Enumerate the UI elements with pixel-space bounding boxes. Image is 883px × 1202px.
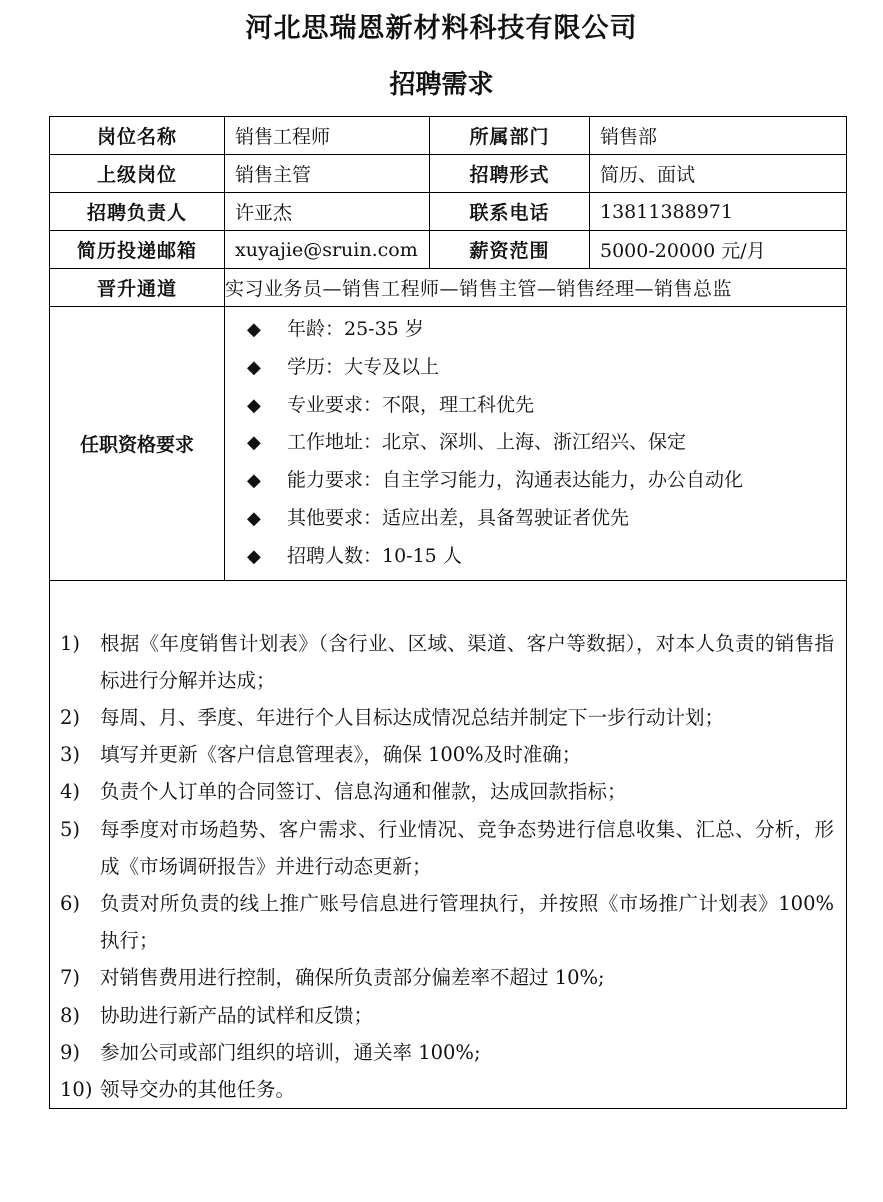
table-row <box>50 307 847 581</box>
duties-list <box>50 581 846 1109</box>
position-value: 销售工程师 <box>225 117 430 155</box>
duty-number: 8) <box>60 1003 81 1027</box>
diamond-bullet-icon: ◆ <box>247 394 261 416</box>
duty-text: 领导交办的其他任务。 <box>100 1078 296 1102</box>
list-item: ◆ 能力要求：自主学习能力，沟通表达能力，办公自动化 <box>247 462 846 500</box>
duties-cell <box>50 580 847 1109</box>
recruitment-table <box>49 116 847 1109</box>
duty-text: 每季度对市场趋势、客户需求、行业情况、竞争态势进行信息收集、汇总、分析，形成《市场调研报告》并进行动态更新； <box>100 817 834 878</box>
table-row <box>50 117 847 155</box>
duty-text: 负责个人订单的合同签订、信息沟通和催款，达成回款指标； <box>100 780 627 804</box>
diamond-bullet-icon: ◆ <box>247 507 261 529</box>
table-row <box>50 269 847 307</box>
duty-number: 5) <box>60 817 81 841</box>
email-label: 简历投递邮箱 <box>50 231 225 269</box>
duty-text: 对销售费用进行控制，确保所负责部分偏差率不超过 10%; <box>100 966 605 990</box>
list-item <box>60 1034 834 1071</box>
table-row <box>50 231 847 269</box>
list-item <box>60 736 834 773</box>
duty-text: 协助进行新产品的试样和反馈； <box>100 1003 374 1027</box>
list-item <box>60 1071 834 1108</box>
table-row <box>50 155 847 193</box>
department-value: 销售部 <box>590 117 847 155</box>
list-item <box>60 699 834 736</box>
recruiter-label: 招聘负责人 <box>50 193 225 231</box>
list-item <box>60 625 834 699</box>
company-name: 河北思瑞恩新材料科技有限公司 <box>245 13 638 44</box>
diamond-bullet-icon: ◆ <box>247 470 261 492</box>
duty-number: 7) <box>60 966 81 990</box>
list-item: ◆ 招聘人数：10-15 人 <box>247 538 846 576</box>
qualifications-cell <box>225 307 847 581</box>
list-item <box>60 885 834 959</box>
diamond-bullet-icon: ◆ <box>247 432 261 454</box>
diamond-bullet-icon: ◆ <box>247 319 261 340</box>
salary-value: 5000-20000 元/月 <box>590 231 847 269</box>
format-label: 招聘形式 <box>430 155 590 193</box>
phone-value: 13811388971 <box>590 193 847 231</box>
duty-number: 1) <box>60 631 81 655</box>
page-title: 招聘需求 <box>389 70 494 100</box>
list-item: ◆ 年龄：25-35 岁 <box>247 311 846 349</box>
table-row <box>50 580 847 1109</box>
duty-number: 10) <box>60 1078 93 1102</box>
duty-text: 每周、月、季度、年进行个人目标达成情况总结并制定下一步行动计划； <box>100 705 725 729</box>
duty-text: 根据《年度销售计划表》（含行业、区域、渠道、客户等数据），对本人负责的销售指标进行分解并达成； <box>100 631 834 692</box>
superior-value: 销售主管 <box>225 155 430 193</box>
list-item: ◆ 工作地址：北京、深圳、上海、浙江绍兴、保定 <box>247 424 846 462</box>
list-item <box>60 997 834 1034</box>
diamond-bullet-icon: ◆ <box>247 545 261 567</box>
duty-text: 负责对所负责的线上推广账号信息进行管理执行，并按照《市场推广计划表》100%执行； <box>100 892 834 953</box>
diamond-bullet-icon: ◆ <box>247 356 261 378</box>
duty-text: 参加公司或部门组织的培训，通关率 100%; <box>100 1040 481 1064</box>
list-item: ◆ 其他要求：适应出差，具备驾驶证者优先 <box>247 500 846 538</box>
phone-label: 联系电话 <box>430 193 590 231</box>
salary-label: 薪资范围 <box>430 231 590 269</box>
list-item <box>60 811 834 885</box>
list-item <box>60 959 834 996</box>
promotion-label: 晋升通道 <box>50 269 225 307</box>
email-value: xuyajie@sruin.com <box>225 231 430 269</box>
qualifications-label: 任职资格要求 <box>50 307 225 581</box>
duty-text: 填写并更新《客户信息管理表》，确保 100%及时准确； <box>100 743 582 767</box>
duty-number: 6) <box>60 892 81 915</box>
list-item: ◆ 学历：大专及以上 <box>247 349 846 387</box>
duty-number: 2) <box>60 705 81 729</box>
promotion-value: 实习业务员—销售工程师—销售主管—销售经理—销售总监 <box>225 269 847 307</box>
department-label: 所属部门 <box>430 117 590 155</box>
qualifications-list <box>225 307 846 580</box>
format-value: 简历、面试 <box>590 155 847 193</box>
table-row <box>50 193 847 231</box>
position-label: 岗位名称 <box>50 117 225 155</box>
recruiter-value: 许亚杰 <box>225 193 430 231</box>
duty-number: 4) <box>60 780 81 804</box>
superior-label: 上级岗位 <box>50 155 225 193</box>
duty-number: 9) <box>60 1040 81 1064</box>
list-item: ◆ 专业要求：不限，理工科优先 <box>247 387 846 425</box>
list-item <box>60 773 834 810</box>
duty-number: 3) <box>60 743 81 767</box>
